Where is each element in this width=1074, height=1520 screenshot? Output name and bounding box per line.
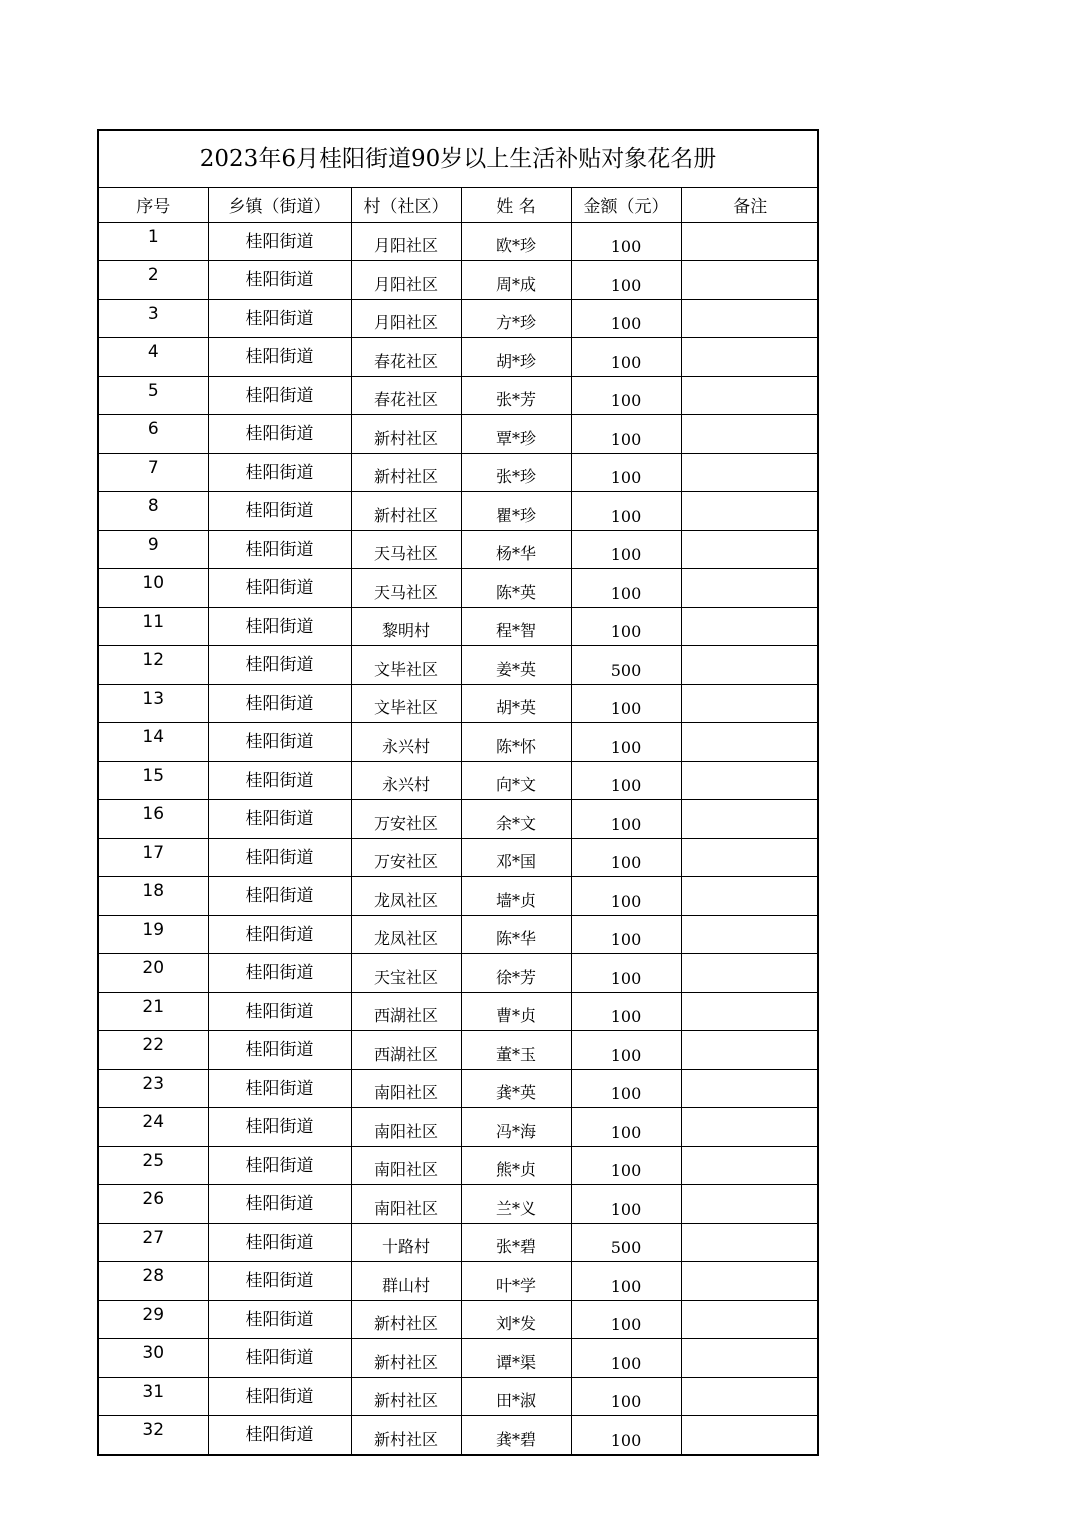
town-cell: 桂阳街道 xyxy=(208,877,351,916)
table-row xyxy=(99,800,819,839)
table-row xyxy=(99,1108,819,1147)
table-row xyxy=(99,338,819,377)
table-row xyxy=(99,992,819,1031)
seq-cell: 28 xyxy=(99,1262,208,1301)
amount-cell: 100 xyxy=(571,723,681,762)
note-cell xyxy=(681,1185,819,1224)
note-cell xyxy=(681,1223,819,1262)
name-cell: 叶*学 xyxy=(461,1262,571,1301)
village-cell: 文毕社区 xyxy=(351,646,461,685)
seq-cell: 15 xyxy=(99,761,208,800)
village-cell: 新村社区 xyxy=(351,1339,461,1378)
amount-cell: 100 xyxy=(571,954,681,993)
amount-cell: 100 xyxy=(571,1339,681,1378)
town-cell: 桂阳街道 xyxy=(208,569,351,608)
table-row xyxy=(99,453,819,492)
town-cell: 桂阳街道 xyxy=(208,992,351,1031)
name-cell: 龚*英 xyxy=(461,1069,571,1108)
table-row xyxy=(99,1185,819,1224)
village-cell: 西湖社区 xyxy=(351,1031,461,1070)
town-cell: 桂阳街道 xyxy=(208,1377,351,1416)
seq-cell: 9 xyxy=(99,530,208,569)
table-row xyxy=(99,1262,819,1301)
village-cell: 龙凤社区 xyxy=(351,877,461,916)
note-cell xyxy=(681,261,819,300)
town-cell: 桂阳街道 xyxy=(208,338,351,377)
village-cell: 南阳社区 xyxy=(351,1069,461,1108)
table-row xyxy=(99,761,819,800)
table-row xyxy=(99,1300,819,1339)
name-cell: 曹*贞 xyxy=(461,992,571,1031)
note-cell xyxy=(681,569,819,608)
table-row xyxy=(99,1339,819,1378)
town-cell: 桂阳街道 xyxy=(208,1146,351,1185)
seq-cell: 17 xyxy=(99,838,208,877)
name-cell: 熊*贞 xyxy=(461,1146,571,1185)
note-cell xyxy=(681,607,819,646)
town-cell: 桂阳街道 xyxy=(208,376,351,415)
amount-cell: 100 xyxy=(571,299,681,338)
note-cell xyxy=(681,838,819,877)
seq-cell: 29 xyxy=(99,1300,208,1339)
seq-cell: 12 xyxy=(99,646,208,685)
seq-cell: 23 xyxy=(99,1069,208,1108)
name-cell: 胡*英 xyxy=(461,684,571,723)
note-cell xyxy=(681,1146,819,1185)
town-cell: 桂阳街道 xyxy=(208,1185,351,1224)
seq-cell: 11 xyxy=(99,607,208,646)
table-row xyxy=(99,415,819,454)
roster-table xyxy=(99,188,819,1454)
village-cell: 南阳社区 xyxy=(351,1185,461,1224)
note-cell xyxy=(681,453,819,492)
name-cell: 周*成 xyxy=(461,261,571,300)
town-cell: 桂阳街道 xyxy=(208,530,351,569)
name-cell: 陈*华 xyxy=(461,915,571,954)
name-cell: 刘*发 xyxy=(461,1300,571,1339)
table-row xyxy=(99,838,819,877)
village-cell: 永兴村 xyxy=(351,723,461,762)
village-cell: 龙凤社区 xyxy=(351,915,461,954)
roster-sheet xyxy=(97,129,819,1456)
name-cell: 程*智 xyxy=(461,607,571,646)
seq-cell: 19 xyxy=(99,915,208,954)
seq-cell: 32 xyxy=(99,1416,208,1454)
amount-cell: 100 xyxy=(571,415,681,454)
name-cell: 谭*渠 xyxy=(461,1339,571,1378)
note-cell xyxy=(681,1377,819,1416)
village-cell: 新村社区 xyxy=(351,453,461,492)
table-row xyxy=(99,1377,819,1416)
village-cell: 春花社区 xyxy=(351,338,461,377)
amount-cell: 100 xyxy=(571,1146,681,1185)
village-cell: 西湖社区 xyxy=(351,992,461,1031)
table-row xyxy=(99,1146,819,1185)
name-cell: 董*玉 xyxy=(461,1031,571,1070)
amount-cell: 100 xyxy=(571,569,681,608)
village-cell: 新村社区 xyxy=(351,415,461,454)
town-cell: 桂阳街道 xyxy=(208,222,351,261)
amount-cell: 100 xyxy=(571,530,681,569)
note-cell xyxy=(681,800,819,839)
town-cell: 桂阳街道 xyxy=(208,415,351,454)
name-cell: 徐*芳 xyxy=(461,954,571,993)
table-row xyxy=(99,646,819,685)
note-cell xyxy=(681,646,819,685)
town-cell: 桂阳街道 xyxy=(208,684,351,723)
name-cell: 胡*珍 xyxy=(461,338,571,377)
note-cell xyxy=(681,761,819,800)
village-cell: 月阳社区 xyxy=(351,222,461,261)
header-village: 村（社区） xyxy=(351,188,461,222)
amount-cell: 100 xyxy=(571,1031,681,1070)
note-cell xyxy=(681,1300,819,1339)
amount-cell: 100 xyxy=(571,915,681,954)
note-cell xyxy=(681,1262,819,1301)
town-cell: 桂阳街道 xyxy=(208,299,351,338)
note-cell xyxy=(681,530,819,569)
name-cell: 张*珍 xyxy=(461,453,571,492)
amount-cell: 100 xyxy=(571,684,681,723)
town-cell: 桂阳街道 xyxy=(208,838,351,877)
seq-cell: 13 xyxy=(99,684,208,723)
table-row xyxy=(99,569,819,608)
note-cell xyxy=(681,299,819,338)
note-cell xyxy=(681,877,819,916)
name-cell: 余*文 xyxy=(461,800,571,839)
table-row xyxy=(99,954,819,993)
amount-cell: 100 xyxy=(571,1300,681,1339)
seq-cell: 31 xyxy=(99,1377,208,1416)
amount-cell: 100 xyxy=(571,453,681,492)
amount-cell: 100 xyxy=(571,992,681,1031)
seq-cell: 18 xyxy=(99,877,208,916)
village-cell: 天马社区 xyxy=(351,530,461,569)
note-cell xyxy=(681,338,819,377)
town-cell: 桂阳街道 xyxy=(208,723,351,762)
table-row xyxy=(99,723,819,762)
seq-cell: 1 xyxy=(99,222,208,261)
name-cell: 欧*珍 xyxy=(461,222,571,261)
amount-cell: 100 xyxy=(571,261,681,300)
name-cell: 邓*国 xyxy=(461,838,571,877)
header-seq: 序号 xyxy=(99,188,208,222)
amount-cell: 100 xyxy=(571,1377,681,1416)
amount-cell: 100 xyxy=(571,1185,681,1224)
seq-cell: 5 xyxy=(99,376,208,415)
note-cell xyxy=(681,1416,819,1454)
table-row xyxy=(99,222,819,261)
table-row xyxy=(99,261,819,300)
table-row xyxy=(99,530,819,569)
seq-cell: 25 xyxy=(99,1146,208,1185)
amount-cell: 100 xyxy=(571,761,681,800)
seq-cell: 26 xyxy=(99,1185,208,1224)
seq-cell: 20 xyxy=(99,954,208,993)
name-cell: 田*淑 xyxy=(461,1377,571,1416)
table-row xyxy=(99,1223,819,1262)
seq-cell: 10 xyxy=(99,569,208,608)
name-cell: 陈*英 xyxy=(461,569,571,608)
table-row xyxy=(99,877,819,916)
table-row xyxy=(99,684,819,723)
village-cell: 新村社区 xyxy=(351,1416,461,1454)
amount-cell: 100 xyxy=(571,607,681,646)
name-cell: 方*珍 xyxy=(461,299,571,338)
town-cell: 桂阳街道 xyxy=(208,800,351,839)
page-title: 2023年6月桂阳街道90岁以上生活补贴对象花名册 xyxy=(99,131,817,188)
name-cell: 陈*怀 xyxy=(461,723,571,762)
town-cell: 桂阳街道 xyxy=(208,1262,351,1301)
note-cell xyxy=(681,915,819,954)
name-cell: 张*碧 xyxy=(461,1223,571,1262)
seq-cell: 24 xyxy=(99,1108,208,1147)
name-cell: 兰*义 xyxy=(461,1185,571,1224)
town-cell: 桂阳街道 xyxy=(208,1069,351,1108)
table-row xyxy=(99,492,819,531)
note-cell xyxy=(681,222,819,261)
town-cell: 桂阳街道 xyxy=(208,646,351,685)
amount-cell: 100 xyxy=(571,492,681,531)
amount-cell: 500 xyxy=(571,1223,681,1262)
village-cell: 黎明村 xyxy=(351,607,461,646)
name-cell: 瞿*珍 xyxy=(461,492,571,531)
town-cell: 桂阳街道 xyxy=(208,453,351,492)
village-cell: 万安社区 xyxy=(351,800,461,839)
note-cell xyxy=(681,992,819,1031)
town-cell: 桂阳街道 xyxy=(208,1223,351,1262)
note-cell xyxy=(681,954,819,993)
amount-cell: 100 xyxy=(571,800,681,839)
seq-cell: 4 xyxy=(99,338,208,377)
table-row xyxy=(99,299,819,338)
seq-cell: 21 xyxy=(99,992,208,1031)
village-cell: 文毕社区 xyxy=(351,684,461,723)
note-cell xyxy=(681,1108,819,1147)
amount-cell: 100 xyxy=(571,877,681,916)
town-cell: 桂阳街道 xyxy=(208,492,351,531)
amount-cell: 100 xyxy=(571,1416,681,1454)
town-cell: 桂阳街道 xyxy=(208,261,351,300)
name-cell: 覃*珍 xyxy=(461,415,571,454)
note-cell xyxy=(681,1339,819,1378)
seq-cell: 2 xyxy=(99,261,208,300)
name-cell: 墙*贞 xyxy=(461,877,571,916)
seq-cell: 16 xyxy=(99,800,208,839)
town-cell: 桂阳街道 xyxy=(208,761,351,800)
note-cell xyxy=(681,492,819,531)
village-cell: 新村社区 xyxy=(351,1300,461,1339)
name-cell: 冯*海 xyxy=(461,1108,571,1147)
amount-cell: 500 xyxy=(571,646,681,685)
amount-cell: 100 xyxy=(571,838,681,877)
table-row xyxy=(99,376,819,415)
village-cell: 月阳社区 xyxy=(351,261,461,300)
town-cell: 桂阳街道 xyxy=(208,1416,351,1454)
note-cell xyxy=(681,1031,819,1070)
seq-cell: 3 xyxy=(99,299,208,338)
note-cell xyxy=(681,723,819,762)
table-row xyxy=(99,1031,819,1070)
name-cell: 姜*英 xyxy=(461,646,571,685)
name-cell: 张*芳 xyxy=(461,376,571,415)
town-cell: 桂阳街道 xyxy=(208,1300,351,1339)
header-name: 姓 名 xyxy=(461,188,571,222)
village-cell: 十路村 xyxy=(351,1223,461,1262)
town-cell: 桂阳街道 xyxy=(208,1339,351,1378)
village-cell: 新村社区 xyxy=(351,1377,461,1416)
amount-cell: 100 xyxy=(571,376,681,415)
table-row xyxy=(99,1069,819,1108)
village-cell: 南阳社区 xyxy=(351,1146,461,1185)
amount-cell: 100 xyxy=(571,1108,681,1147)
village-cell: 南阳社区 xyxy=(351,1108,461,1147)
village-cell: 春花社区 xyxy=(351,376,461,415)
name-cell: 龚*碧 xyxy=(461,1416,571,1454)
amount-cell: 100 xyxy=(571,1262,681,1301)
note-cell xyxy=(681,376,819,415)
table-row xyxy=(99,915,819,954)
village-cell: 万安社区 xyxy=(351,838,461,877)
seq-cell: 22 xyxy=(99,1031,208,1070)
village-cell: 群山村 xyxy=(351,1262,461,1301)
village-cell: 新村社区 xyxy=(351,492,461,531)
name-cell: 向*文 xyxy=(461,761,571,800)
amount-cell: 100 xyxy=(571,338,681,377)
town-cell: 桂阳街道 xyxy=(208,1031,351,1070)
header-row xyxy=(99,188,819,222)
note-cell xyxy=(681,684,819,723)
village-cell: 天马社区 xyxy=(351,569,461,608)
note-cell xyxy=(681,415,819,454)
town-cell: 桂阳街道 xyxy=(208,607,351,646)
town-cell: 桂阳街道 xyxy=(208,1108,351,1147)
seq-cell: 6 xyxy=(99,415,208,454)
village-cell: 永兴村 xyxy=(351,761,461,800)
seq-cell: 7 xyxy=(99,453,208,492)
amount-cell: 100 xyxy=(571,1069,681,1108)
header-town: 乡镇（街道） xyxy=(208,188,351,222)
header-amount: 金额（元） xyxy=(571,188,681,222)
village-cell: 月阳社区 xyxy=(351,299,461,338)
amount-cell: 100 xyxy=(571,222,681,261)
seq-cell: 8 xyxy=(99,492,208,531)
seq-cell: 14 xyxy=(99,723,208,762)
header-note: 备注 xyxy=(681,188,819,222)
table-row xyxy=(99,1416,819,1454)
note-cell xyxy=(681,1069,819,1108)
village-cell: 天宝社区 xyxy=(351,954,461,993)
town-cell: 桂阳街道 xyxy=(208,954,351,993)
seq-cell: 27 xyxy=(99,1223,208,1262)
seq-cell: 30 xyxy=(99,1339,208,1378)
name-cell: 杨*华 xyxy=(461,530,571,569)
table-row xyxy=(99,607,819,646)
town-cell: 桂阳街道 xyxy=(208,915,351,954)
